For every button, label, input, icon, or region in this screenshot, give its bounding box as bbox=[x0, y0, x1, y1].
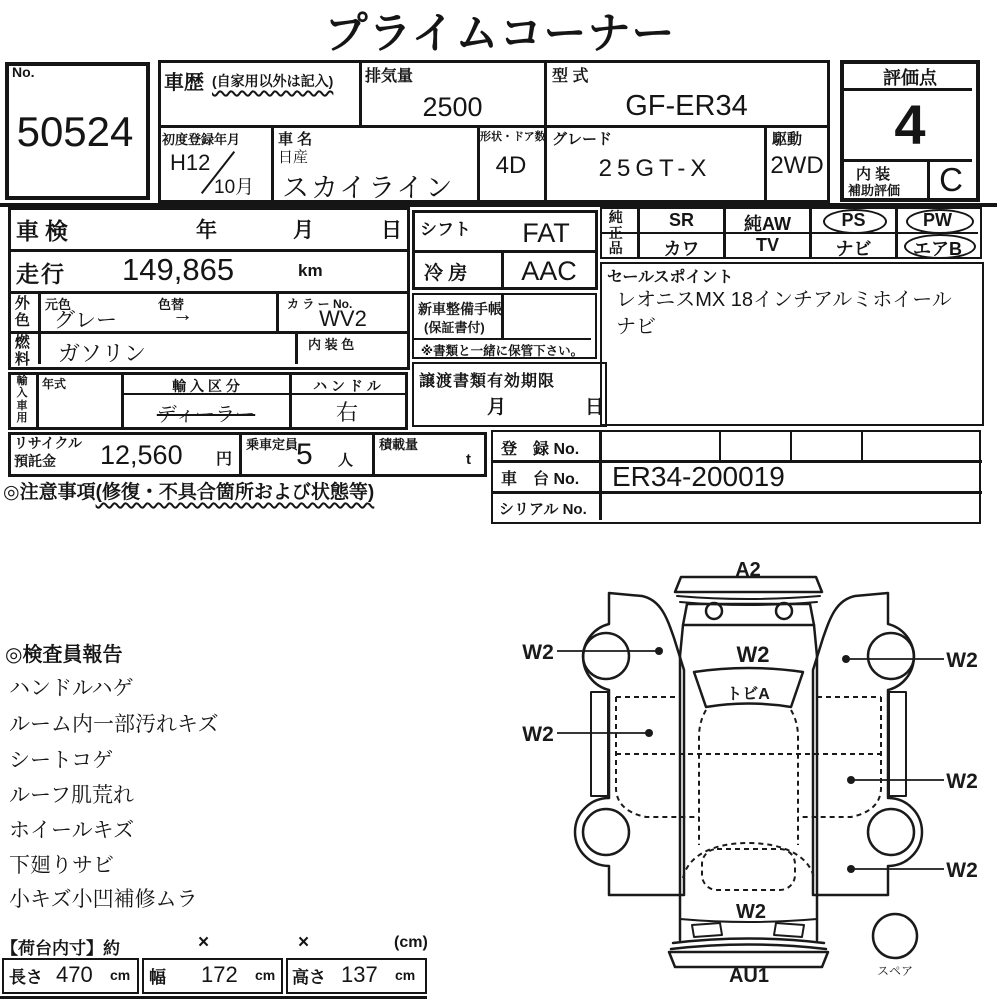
interior-color-label: 内 装 色 bbox=[308, 337, 355, 352]
bed-size-x2: × bbox=[298, 932, 310, 953]
recycle-label-2: 預託金 bbox=[14, 453, 56, 469]
shaken-month: 月 bbox=[293, 219, 314, 242]
roof-dash-right bbox=[791, 710, 798, 845]
first-reg-label: 初度登録年月 bbox=[162, 132, 241, 147]
mark-right-front-w2: W2 bbox=[946, 649, 978, 672]
capacity-value: 5 bbox=[296, 438, 313, 471]
maintenance-label-2: (保証書付) bbox=[424, 320, 485, 335]
mark-left-door-w2: W2 bbox=[522, 723, 554, 746]
capacity-unit: 人 bbox=[338, 452, 354, 469]
maintenance-label-1: 新車整備手帳 bbox=[418, 301, 502, 317]
left-rear-wheel bbox=[583, 809, 629, 855]
displacement-value: 2500 bbox=[422, 92, 483, 122]
capacity-label: 乗車定員 bbox=[246, 437, 299, 452]
history-note: (自家用以外は記入) bbox=[212, 73, 334, 89]
ac-label: 冷 房 bbox=[424, 263, 468, 284]
first-reg-year: H12 bbox=[170, 150, 211, 175]
sales-point-line-1: レオニスMX 18インチアルミホイール bbox=[616, 289, 952, 311]
car-damage-diagram bbox=[500, 555, 1000, 1000]
serial-no-label: シリアル No. bbox=[499, 501, 587, 518]
registration-no-label: 登 録 No. bbox=[501, 441, 580, 458]
report-item: 下廻りサビ bbox=[9, 854, 114, 877]
roof-dash-left bbox=[699, 710, 706, 845]
sales-point-label: セールスポイント bbox=[607, 269, 734, 286]
bed-height-value: 137 bbox=[341, 962, 378, 987]
oem-leather: カワ bbox=[663, 239, 700, 259]
import-class-value: ディーラー bbox=[156, 404, 256, 426]
lot-number-label: No. bbox=[12, 64, 35, 80]
shift-value: FAT bbox=[522, 218, 570, 248]
first-reg-month: 10月 bbox=[214, 177, 255, 198]
mileage-value: 149,865 bbox=[122, 252, 235, 287]
grade-label: グレード bbox=[552, 131, 613, 148]
lot-number-value: 50524 bbox=[16, 108, 134, 155]
caution-note: (修復・不具合箇所および状態等) bbox=[95, 482, 375, 503]
airbag-circle-mark bbox=[904, 234, 976, 259]
left-tail-light bbox=[692, 923, 722, 937]
history-label: 車歴 bbox=[164, 72, 204, 94]
report-item: ルーム内一部汚れキズ bbox=[9, 713, 219, 736]
front-bumper-lip-1 bbox=[677, 596, 820, 599]
bed-width-cm: cm bbox=[255, 967, 276, 983]
shape-label: 形状・ドア数 bbox=[480, 131, 546, 143]
rear-bumper-line-2 bbox=[671, 945, 826, 950]
report-item: ホイールキズ bbox=[9, 819, 135, 842]
oem-airbag: エアB bbox=[913, 239, 962, 259]
rear-window-dash bbox=[702, 849, 795, 890]
report-item: ハンドルハゲ bbox=[9, 677, 134, 700]
mileage-label: 走行 bbox=[16, 261, 66, 287]
ac-value: AAC bbox=[521, 256, 577, 286]
report-item: 小キズ小凹補修ムラ bbox=[9, 888, 198, 911]
report-item: ルーフ肌荒れ bbox=[9, 784, 134, 807]
drive-label: 駆動 bbox=[772, 131, 803, 148]
grade-value: 25GT-X bbox=[598, 155, 712, 182]
handle-label: ハ ン ド ル bbox=[313, 378, 381, 394]
model-code-value: GF-ER34 bbox=[625, 90, 748, 122]
oem-label: 純正品 bbox=[608, 209, 623, 257]
shape-value: 4D bbox=[495, 152, 527, 179]
caution-line bbox=[3, 477, 374, 504]
left-rocker-panel bbox=[591, 692, 608, 796]
shaken-label: 車検 bbox=[16, 218, 74, 244]
chassis-no-value: ER34-200019 bbox=[612, 461, 785, 492]
mark-hood-w2: W2 bbox=[736, 642, 770, 667]
rating-score: 4 bbox=[894, 93, 926, 156]
spare-wheel bbox=[873, 914, 917, 958]
color-no-label: カ ラ ー No. bbox=[287, 297, 353, 311]
load-unit: t bbox=[466, 451, 471, 468]
handle-value: 右 bbox=[335, 400, 358, 425]
reg-no-tick-2 bbox=[790, 432, 792, 460]
rear-bumper-line-1 bbox=[673, 939, 824, 944]
fuel-value: ガソリン bbox=[58, 341, 147, 366]
fuel-label: 燃料 bbox=[14, 334, 30, 368]
mark-spare-label: スペア bbox=[876, 964, 914, 978]
inspector-report-title: ◎検査員報告 bbox=[5, 644, 123, 666]
car-name-value: スカイライン bbox=[282, 173, 455, 203]
base-color-value: グレー bbox=[54, 309, 117, 332]
oem-power-steering: PS bbox=[841, 210, 866, 230]
maker-name: 日産 bbox=[278, 149, 309, 166]
report-item: シートコゲ bbox=[9, 749, 114, 772]
model-code-label: 型 式 bbox=[552, 68, 589, 85]
recycle-value: 12,560 bbox=[100, 440, 183, 470]
mileage-unit: km bbox=[298, 261, 323, 280]
right-front-wheel bbox=[868, 633, 914, 679]
interior-rating-score: C bbox=[939, 161, 963, 198]
bed-length-cm: cm bbox=[110, 967, 131, 983]
oem-alloy-wheels: 純AW bbox=[744, 214, 791, 234]
page-title: プライムコーナー bbox=[324, 10, 676, 58]
floor-dash-right bbox=[798, 697, 881, 817]
right-headlight bbox=[776, 603, 792, 619]
chassis-no-label: 車 台 No. bbox=[501, 471, 580, 488]
import-class-label: 輸 入 区 分 bbox=[172, 378, 240, 394]
shift-label: シフト bbox=[420, 220, 471, 239]
bed-width-value: 172 bbox=[201, 962, 238, 987]
recycle-label-1: リサイクル bbox=[14, 435, 83, 451]
bed-length-value: 470 bbox=[56, 962, 93, 987]
oem-navi: ナビ bbox=[835, 239, 872, 259]
ps-circle-mark bbox=[823, 209, 887, 234]
shaken-year: 年 bbox=[196, 219, 217, 242]
year-model-label: 年式 bbox=[42, 377, 67, 391]
mark-rear-au1: AU1 bbox=[728, 965, 770, 987]
reg-no-tick-1 bbox=[719, 432, 721, 460]
body-right-edge bbox=[814, 625, 817, 940]
transfer-month: 月 bbox=[487, 397, 507, 418]
bed-size-x1: × bbox=[198, 932, 210, 953]
exterior-color-label: 外色 bbox=[14, 295, 30, 329]
bed-table-next-row-line bbox=[0, 996, 427, 999]
bed-length-label: 長さ bbox=[9, 968, 43, 987]
mark-front-a2: A2 bbox=[735, 559, 761, 581]
load-label: 積載量 bbox=[379, 437, 419, 452]
body-left-edge bbox=[680, 625, 683, 940]
bed-height-label: 高さ bbox=[292, 968, 326, 987]
right-tail-light bbox=[774, 923, 804, 937]
leader-dots bbox=[645, 647, 855, 873]
oem-tv: TV bbox=[755, 235, 779, 255]
maintenance-note: ※書類と一緒に保管下さい。 bbox=[420, 344, 584, 358]
transfer-label: 譲渡書類有効期限 bbox=[419, 373, 556, 390]
oem-power-windows: PW bbox=[923, 210, 952, 230]
base-color-label: 元色 bbox=[45, 297, 72, 312]
front-cowl bbox=[683, 604, 814, 625]
color-no-value: WV2 bbox=[319, 306, 367, 331]
color-change-arrow: → bbox=[172, 303, 193, 326]
mark-windshield: トビA bbox=[726, 686, 770, 703]
bed-size-header: 【荷台内寸】約 bbox=[1, 939, 120, 958]
bed-width-label: 幅 bbox=[149, 968, 166, 987]
right-rear-wheel bbox=[868, 809, 914, 855]
color-change-label: 色替 bbox=[158, 297, 185, 312]
transfer-day: 日 bbox=[585, 397, 605, 418]
sales-point-line-2: ナビ bbox=[616, 316, 656, 338]
displacement-label: 排気量 bbox=[365, 68, 414, 85]
shaken-day: 日 bbox=[381, 219, 402, 242]
car-name-label: 車 名 bbox=[278, 131, 313, 148]
mark-left-front-w2: W2 bbox=[522, 641, 554, 664]
oem-sunroof: SR bbox=[668, 210, 694, 230]
floor-dash-left bbox=[616, 697, 699, 817]
mark-right-door-w2: W2 bbox=[946, 770, 978, 793]
bed-height-cm: cm bbox=[395, 967, 416, 983]
interior-rating-label-2: 補助評価 bbox=[848, 183, 901, 198]
caution-title: ◎注意事項 bbox=[3, 482, 96, 503]
pw-circle-mark bbox=[906, 209, 974, 234]
drive-value: 2WD bbox=[770, 152, 824, 179]
recycle-yen: 円 bbox=[216, 451, 233, 468]
mark-right-quarter-w2: W2 bbox=[946, 859, 978, 882]
bed-size-unit: (cm) bbox=[394, 934, 428, 951]
mark-trunk-w2: W2 bbox=[736, 901, 766, 923]
rating-label: 評価点 bbox=[883, 68, 937, 88]
interior-rating-label-1: 内 装 bbox=[856, 166, 891, 183]
reg-no-tick-3 bbox=[861, 432, 863, 460]
left-headlight bbox=[706, 603, 722, 619]
import-use-label: 輸入車用 bbox=[16, 375, 28, 424]
left-front-wheel bbox=[583, 633, 629, 679]
